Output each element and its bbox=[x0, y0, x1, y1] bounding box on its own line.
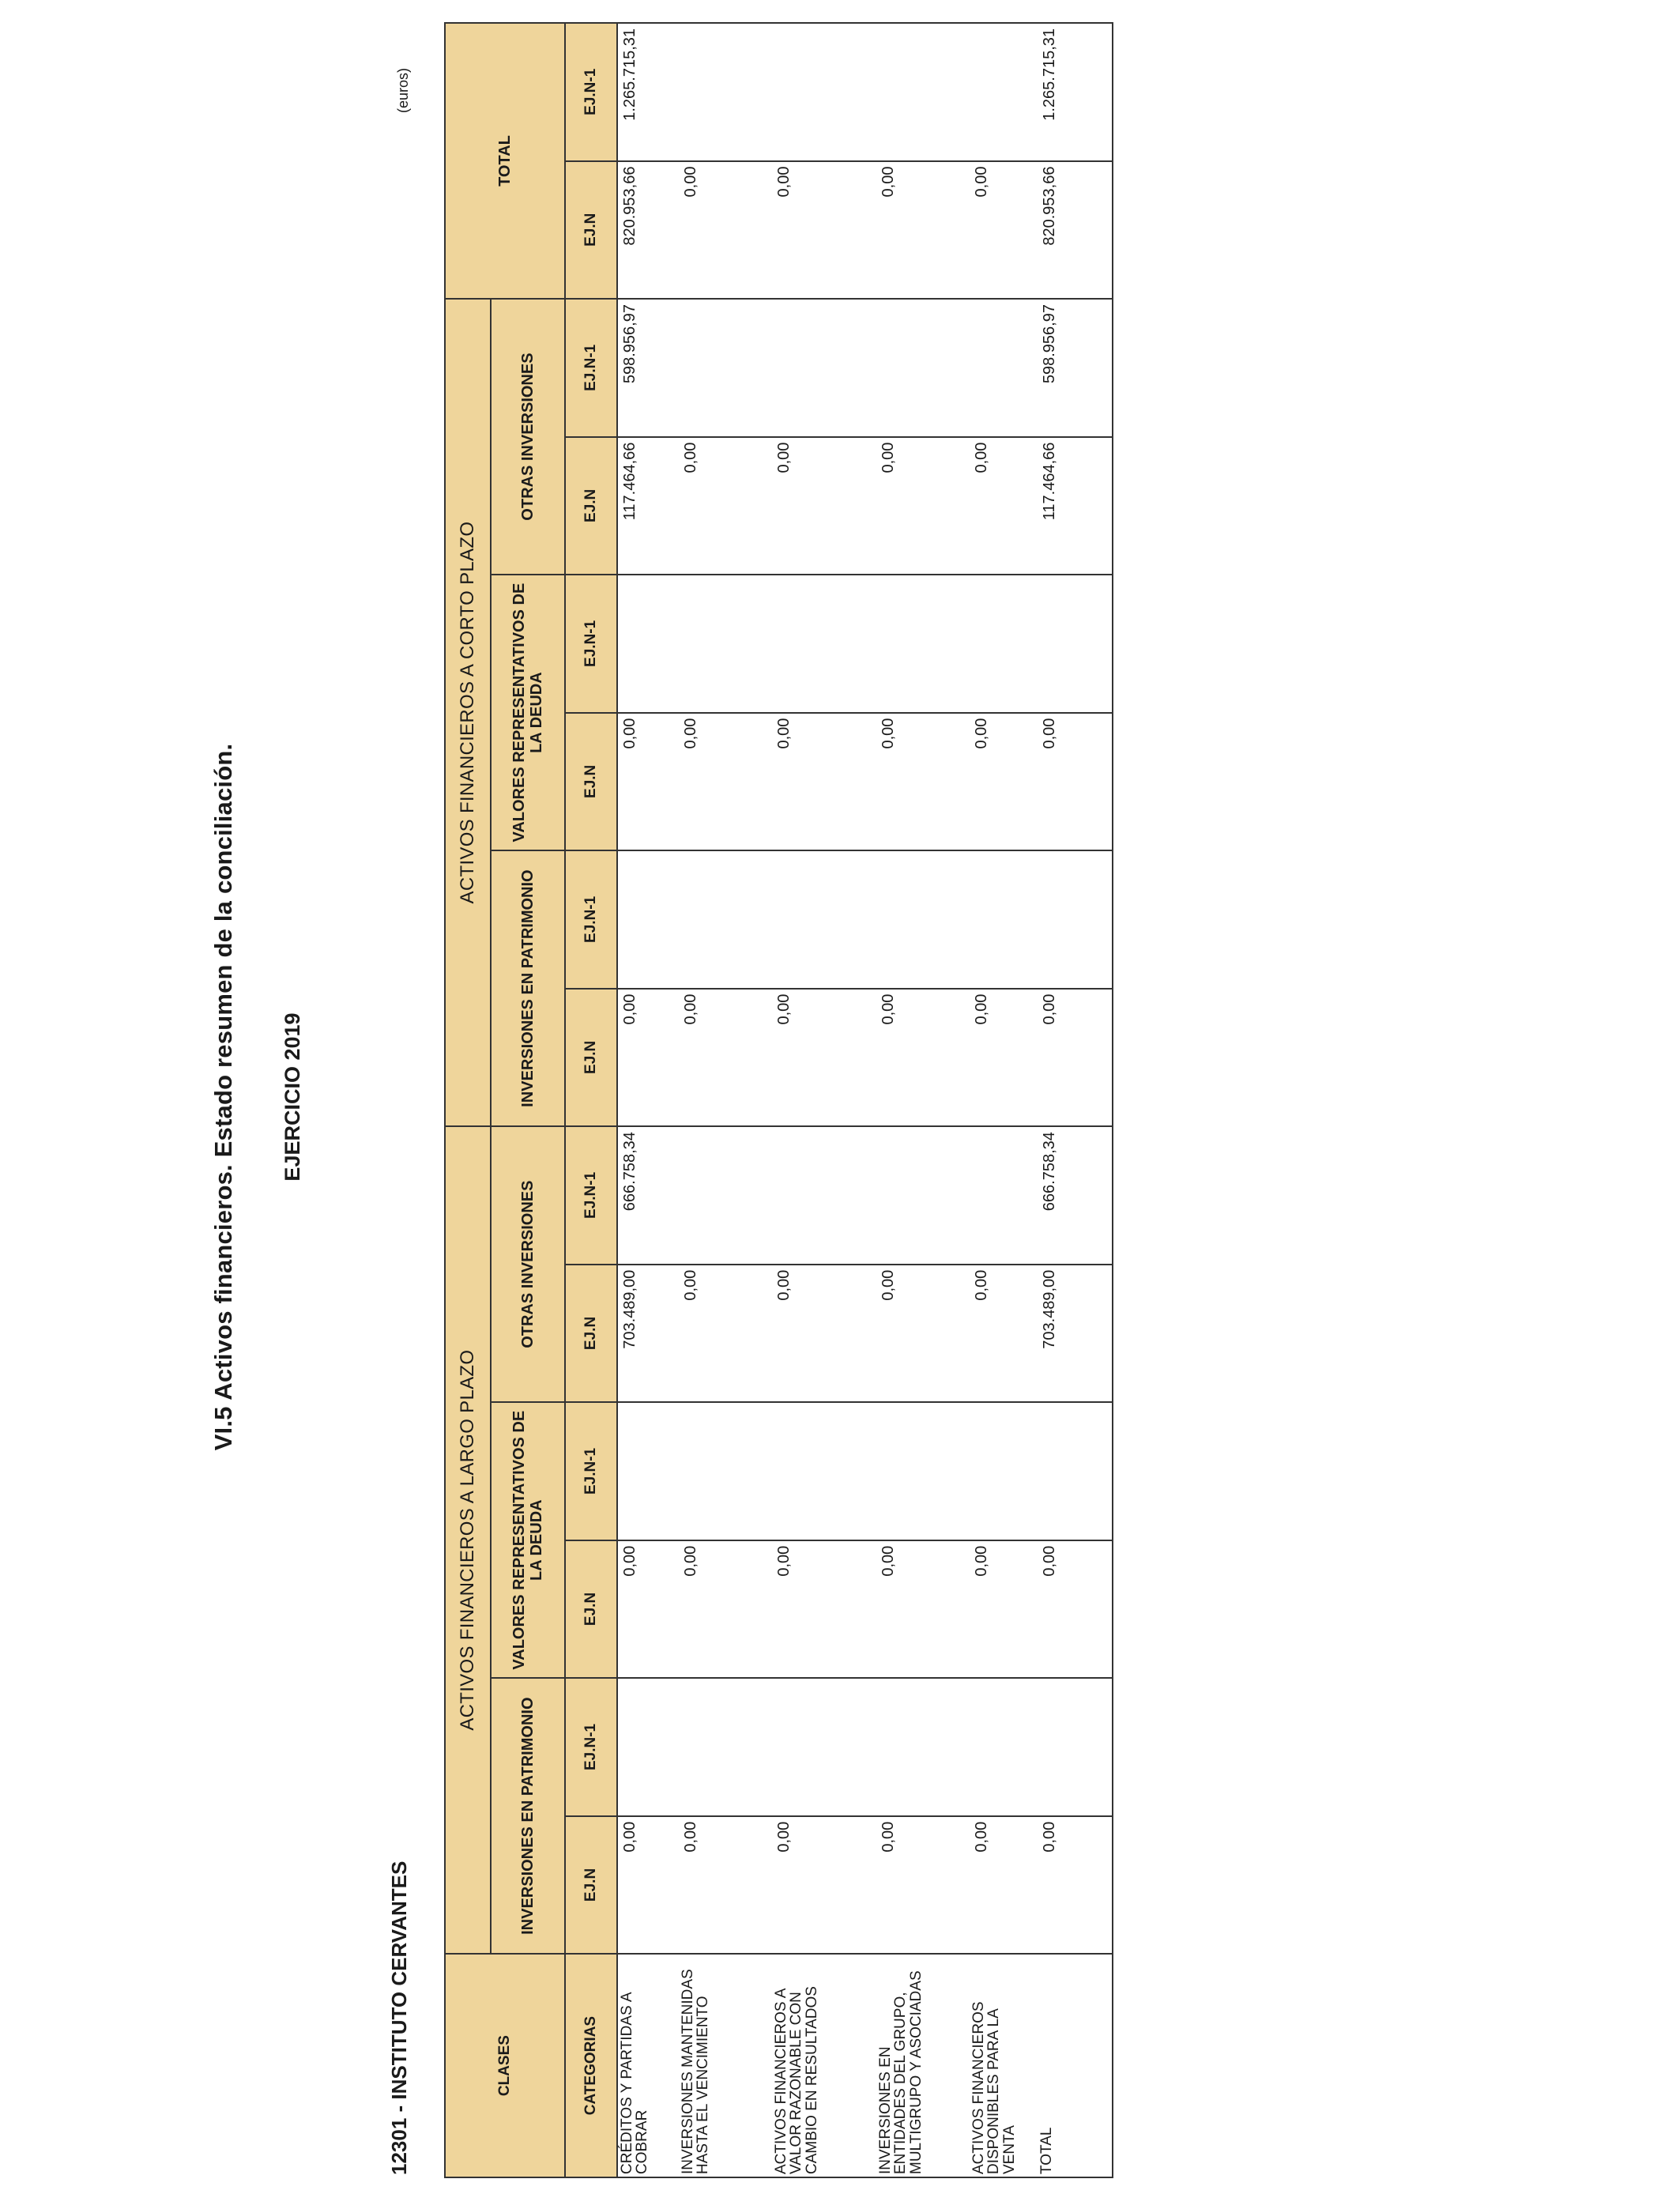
row-value: 0,00 bbox=[617, 989, 679, 1127]
row-value: 0,00 bbox=[970, 437, 1038, 575]
table-row bbox=[970, 23, 1038, 2177]
header-year-n: EJ.N bbox=[565, 989, 617, 1127]
page-subtitle: EJERCICIO 2019 bbox=[281, 1012, 304, 1182]
row-value bbox=[772, 575, 876, 713]
row-value bbox=[772, 23, 876, 161]
row-value: 820.953,66 bbox=[617, 161, 679, 300]
table-row bbox=[679, 23, 772, 2177]
row-value bbox=[772, 850, 876, 989]
row-value bbox=[876, 299, 970, 437]
row-value bbox=[970, 1402, 1038, 1540]
header-year-n: EJ.N bbox=[565, 1540, 617, 1679]
table-body bbox=[617, 23, 1113, 2177]
row-value: 0,00 bbox=[679, 713, 772, 851]
row-value: 0,00 bbox=[772, 1265, 876, 1403]
row-value: 0,00 bbox=[617, 1816, 679, 1955]
header-year-n1: EJ.N-1 bbox=[565, 1678, 617, 1816]
row-value: 117.464,66 bbox=[1038, 437, 1113, 575]
row-value: 0,00 bbox=[1038, 1816, 1113, 1955]
row-value: 0,00 bbox=[970, 1540, 1038, 1679]
header-year-n1: EJ.N-1 bbox=[565, 1126, 617, 1265]
page-title: VI.5 Activos financieros. Estado resumen de la conciliación. bbox=[209, 743, 237, 1451]
row-value: 0,00 bbox=[679, 437, 772, 575]
row-value bbox=[970, 1126, 1038, 1265]
header-row-groups bbox=[445, 23, 491, 2177]
row-value: 0,00 bbox=[970, 1816, 1038, 1955]
row-value bbox=[970, 575, 1038, 713]
header-cp-otras-inversiones: OTRAS INVERSIONES bbox=[491, 299, 565, 575]
row-value bbox=[617, 850, 679, 989]
row-value bbox=[970, 850, 1038, 989]
row-value: 0,00 bbox=[876, 1816, 970, 1955]
row-value bbox=[617, 1402, 679, 1540]
row-value: 0,00 bbox=[679, 1816, 772, 1955]
row-value bbox=[679, 575, 772, 713]
row-value bbox=[679, 23, 772, 161]
header-categorias: CATEGORIAS bbox=[565, 1954, 617, 2177]
row-value bbox=[1038, 575, 1113, 713]
table-row bbox=[772, 23, 876, 2177]
row-value bbox=[876, 575, 970, 713]
row-value: 117.464,66 bbox=[617, 437, 679, 575]
header-corto-plazo: ACTIVOS FINANCIEROS A CORTO PLAZO bbox=[445, 299, 491, 1126]
row-value bbox=[679, 299, 772, 437]
row-value bbox=[1038, 850, 1113, 989]
row-value bbox=[876, 1126, 970, 1265]
header-row-years bbox=[565, 23, 617, 2177]
row-value bbox=[679, 1678, 772, 1816]
row-value: 0,00 bbox=[876, 1540, 970, 1679]
row-value: 0,00 bbox=[970, 161, 1038, 300]
row-value: 598.956,97 bbox=[1038, 299, 1113, 437]
header-row-subgroups bbox=[491, 23, 565, 2177]
row-value bbox=[772, 299, 876, 437]
row-value: 0,00 bbox=[1038, 1540, 1113, 1679]
row-value: 0,00 bbox=[876, 713, 970, 851]
row-value: 0,00 bbox=[617, 1540, 679, 1679]
row-value bbox=[772, 1678, 876, 1816]
row-value: 0,00 bbox=[772, 1540, 876, 1679]
header-cp-valores-deuda: VALORES REPRESENTATIVOS DE LA DEUDA bbox=[491, 575, 565, 850]
row-value: 0,00 bbox=[876, 161, 970, 300]
header-year-n1: EJ.N-1 bbox=[565, 575, 617, 713]
row-value: 1.265.715,31 bbox=[617, 23, 679, 161]
row-category: CRÉDITOS Y PARTIDAS A COBRAR bbox=[617, 1954, 679, 2177]
header-year-n1: EJ.N-1 bbox=[565, 23, 617, 161]
units-label: (euros) bbox=[395, 68, 411, 114]
row-value: 0,00 bbox=[617, 713, 679, 851]
row-value: 703.489,00 bbox=[617, 1265, 679, 1403]
row-value: 0,00 bbox=[772, 161, 876, 300]
entity-name: 12301 - INSTITUTO CERVANTES bbox=[387, 1860, 411, 2175]
financial-assets-table bbox=[444, 22, 1113, 2178]
row-value bbox=[772, 1402, 876, 1540]
header-year-n1: EJ.N-1 bbox=[565, 1402, 617, 1540]
row-value: 0,00 bbox=[679, 161, 772, 300]
row-value bbox=[970, 299, 1038, 437]
row-value: 0,00 bbox=[679, 989, 772, 1127]
header-clases: CLASES bbox=[445, 1954, 565, 2177]
header-year-n: EJ.N bbox=[565, 1816, 617, 1955]
row-value: 0,00 bbox=[1038, 713, 1113, 851]
row-value: 0,00 bbox=[876, 989, 970, 1127]
row-category: TOTAL bbox=[1038, 1954, 1113, 2177]
row-value: 0,00 bbox=[772, 437, 876, 575]
row-value bbox=[617, 575, 679, 713]
row-value bbox=[1038, 1678, 1113, 1816]
row-category: ACTIVOS FINANCIEROS DISPONIBLES PARA LA VENTA bbox=[970, 1954, 1038, 2177]
row-category: ACTIVOS FINANCIEROS A VALOR RAZONABLE CON CAMBIO EN RESULTADOS bbox=[772, 1954, 876, 2177]
row-value bbox=[679, 850, 772, 989]
row-value: 0,00 bbox=[772, 1816, 876, 1955]
header-year-n: EJ.N bbox=[565, 1265, 617, 1403]
table-row bbox=[876, 23, 970, 2177]
row-value: 703.489,00 bbox=[1038, 1265, 1113, 1403]
row-value bbox=[876, 1678, 970, 1816]
row-category: INVERSIONES MANTENIDAS HASTA EL VENCIMIENTO bbox=[679, 1954, 772, 2177]
row-category: INVERSIONES EN ENTIDADES DEL GRUPO, MULTIGRUPO Y ASOCIADAS bbox=[876, 1954, 970, 2177]
header-lp-inv-patrimonio: INVERSIONES EN PATRIMONIO bbox=[491, 1678, 565, 1954]
header-year-n1: EJ.N-1 bbox=[565, 299, 617, 437]
row-value: 0,00 bbox=[876, 437, 970, 575]
row-value: 0,00 bbox=[970, 1265, 1038, 1403]
row-value bbox=[876, 1402, 970, 1540]
table-row bbox=[617, 23, 679, 2177]
row-value: 666.758,34 bbox=[617, 1126, 679, 1265]
row-value bbox=[772, 1126, 876, 1265]
row-value: 0,00 bbox=[772, 713, 876, 851]
row-value: 666.758,34 bbox=[1038, 1126, 1113, 1265]
header-total: TOTAL bbox=[445, 23, 565, 299]
header-lp-valores-deuda: VALORES REPRESENTATIVOS DE LA DEUDA bbox=[491, 1402, 565, 1678]
row-value bbox=[1038, 1402, 1113, 1540]
header-year-n: EJ.N bbox=[565, 713, 617, 851]
row-value bbox=[970, 23, 1038, 161]
row-value: 0,00 bbox=[679, 1265, 772, 1403]
row-value bbox=[876, 850, 970, 989]
table-row bbox=[1038, 23, 1113, 2177]
row-value bbox=[679, 1126, 772, 1265]
row-value: 1.265.715,31 bbox=[1038, 23, 1113, 161]
row-value: 0,00 bbox=[970, 989, 1038, 1127]
row-value: 0,00 bbox=[679, 1540, 772, 1679]
row-value: 598.956,97 bbox=[617, 299, 679, 437]
header-largo-plazo: ACTIVOS FINANCIEROS A LARGO PLAZO bbox=[445, 1126, 491, 1954]
row-value bbox=[970, 1678, 1038, 1816]
row-value: 0,00 bbox=[970, 713, 1038, 851]
row-value: 0,00 bbox=[772, 989, 876, 1127]
row-value bbox=[876, 23, 970, 161]
header-year-n: EJ.N bbox=[565, 161, 617, 300]
row-value: 0,00 bbox=[876, 1265, 970, 1403]
header-year-n: EJ.N bbox=[565, 437, 617, 575]
header-cp-inv-patrimonio: INVERSIONES EN PATRIMONIO bbox=[491, 850, 565, 1126]
row-value: 0,00 bbox=[1038, 989, 1113, 1127]
header-lp-otras-inversiones: OTRAS INVERSIONES bbox=[491, 1126, 565, 1402]
row-value bbox=[679, 1402, 772, 1540]
row-value: 820.953,66 bbox=[1038, 161, 1113, 300]
header-year-n1: EJ.N-1 bbox=[565, 850, 617, 989]
row-value bbox=[617, 1678, 679, 1816]
